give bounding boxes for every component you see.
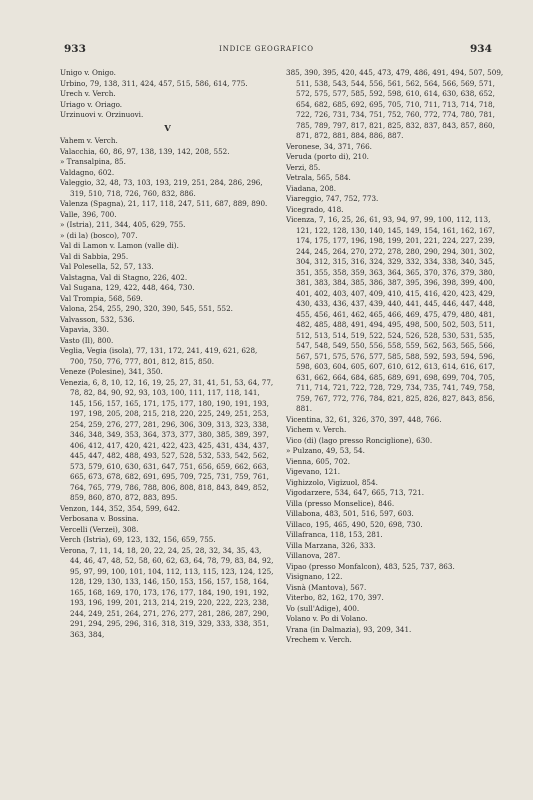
index-entry: Viareggio, 747, 752, 773. xyxy=(286,194,379,203)
index-entry: Venezia, 6, 8, 10, 12, 16, 19, 25, 27, 31, 41, 51, 53, 64, 77, 78, 82, 84, 90, 92, 93, 103, 100, 111, 117, 118, 141, 145, 156, 157, 165, 171, 175, 177, 180, 190, 191, 193, 197, 198, 205, 208, 215, 218, 220, 225, 249, 251, 253, 254, 259, 276, 277, 281, 296, 306, 309, 313, 323, 338, 346, 348, 349, 353, 364, 373, 377, 380, 385, 389, 397, 406, 412, 417, 420, 421, 422, 423, 425, 431, 434, 437, 445, 447, 482, 488, 493, 527, 528, 532, 533, 542, 562, 573, 579, 610, 630, 631, 647, 751, 656, 659, 662, 663, 665, 673, 678, 682, 691, 695, 709, 725, 731, 759, 761, 764, 765, 779, 786, 788, 806, 808, 818, 843, 849, 852, 859, 860, 870, 872, 883, 895. xyxy=(60,377,274,502)
index-entry: Val Polesella, 52, 57, 133. xyxy=(60,262,154,271)
index-entry: » (di la) (bosco), 707. xyxy=(60,230,138,240)
left-index-column xyxy=(60,68,275,640)
index-entry: Vapavia, 330. xyxy=(60,325,109,334)
index-entry: Villanova, 287. xyxy=(286,551,341,560)
index-entry: Verch (Istria), 69, 123, 132, 156, 659, 755. xyxy=(60,535,216,544)
index-entry: Unigo v. Onigo. xyxy=(60,68,116,77)
index-entry: 385, 390, 395, 420, 445, 473, 479, 486, 491, 494, 507, 509, 511, 538, 543, 544, 556, 561, 562, 564, 566, 569, 571, 572, 575, 577, 585, 592, 598, 610, 614, 630, 638, 652, 654, 682, 685, 692, 695, 705, 710, 711, 713, 714, 718, 722, 726, 731, 734, 751, 752, 760, 772, 774, 780, 781, 785, 789, 797, 817, 821, 825, 832, 837, 843, 857, 860, 871, 872, 881, 884, 886, 887. xyxy=(286,68,504,140)
index-entry: Vicentina, 32, 61, 326, 370, 397, 448, 766. xyxy=(286,414,442,424)
index-entry: Valstagna, Val di Stagno, 226, 402. xyxy=(60,272,188,282)
index-entry: » Pulzano, 49, 53, 54. xyxy=(286,446,365,455)
index-entry: » (Istria), 211, 344, 405, 629, 755. xyxy=(60,220,186,229)
index-entry: Visignano, 122. xyxy=(286,572,343,581)
index-entry: Villabona, 483, 501, 516, 597, 603. xyxy=(286,509,414,518)
index-entry: Veronese, 34, 371, 766. xyxy=(286,141,372,151)
index-entry: Vicenza, 7, 16, 25, 26, 61, 93, 94, 97, 99, 100, 112, 113, 121, 122, 128, 130, 140, 145, 149, 154, 161, 162, 167, 174, 175, 177, 196, 198, 199, 201, 221, 224, 227, 239, 244, 245, 264, 270, 272, 278, 280, 290, 294, 301, 302, 304, 312, 315, 316, 324, 329, 332, 334, 338, 340, 345, 351, 355, 358, 359, 363, 364, 365, 370, 376, 379, 380, 381, 383, 384, 385, 386, 387, 395, 396, 398, 399, 400, 401, 402, 403, 407, 409, 410, 415, 416, 420, 423, 429, 430, 433, 436, 437, 439, 440, 441, 445, 446, 447, 448, 455, 456, 461, 462, 465, 466, 469, 475, 479, 480, 481, 482, 485, 488, 491, 494, 495, 498, 500, 502, 503, 511, 512, 513, 514, 519, 522, 524, 526, 528, 530, 531, 535, 547, 548, 549, 550, 556, 558, 559, 562, 563, 565, 566, 567, 571, 575, 576, 577, 585, 588, 592, 593, 594, 596, 598, 603, 604, 605, 607, 610, 612, 613, 614, 616, 617, 631, 662, 664, 684, 685, 689, 691, 698, 699, 704, 705, 711, 714, 721, 722, 728, 729, 734, 735, 741, 749, 758, 759, 767, 772, 776, 784, 821, 825, 826, 827, 843, 856, 881. xyxy=(286,215,495,413)
section-letter: V xyxy=(164,123,171,134)
index-entry: Val di Lamon v. Lamon (valle di). xyxy=(60,241,179,250)
index-entry: Vighizzolo, Vigizuol, 854. xyxy=(286,477,378,487)
right-index-column xyxy=(286,68,504,646)
index-entry: Vico (di) (lago presso Ronciglione), 630. xyxy=(286,435,433,445)
index-entry: Urech v. Verch. xyxy=(60,89,116,98)
index-entry: Vrana (in Dalmazia), 93, 209, 341. xyxy=(286,624,412,634)
index-entry: Valona, 254, 255, 290, 320, 390, 545, 551, 552. xyxy=(60,304,233,313)
index-entry: Vercelli (Verzei), 308. xyxy=(60,524,139,534)
index-entry: Vahem v. Verch. xyxy=(60,136,118,145)
index-entry: Verona, 7, 11, 14, 18, 20, 22, 24, 25, 28, 32, 34, 35, 43, 44, 46, 47, 48, 52, 58, 60, 62, 63, 64, 78, 79, 83, 84, 92, 95, 97, 99, 100, 101, 104, 112, 113, 115, 123, 124, 125, 128, 129, 130, 133, 146, 150, 153, 156, 157, 158, 164, 165, 168, 169, 170, 173, 176, 177, 184, 190, 191, 192, 193, 196, 199, 201, 213, 214, 219, 220, 222, 223, 238, 244, 249, 251, 264, 271, 276, 277, 281, 286, 287, 290, 291, 294, 295, 296, 316, 318, 319, 329, 333, 338, 351, 363, 384, xyxy=(60,545,274,639)
left-page-number: 933 xyxy=(64,43,86,55)
index-entry: Vo (sull'Adige), 400. xyxy=(286,603,360,613)
index-entry: Vicegrado, 418. xyxy=(286,204,344,214)
index-entry: » Transalpina, 85. xyxy=(60,157,126,166)
index-entry: Urzinuovi v. Orzinuovi. xyxy=(60,110,144,119)
index-entry: Valeggio, 32, 48, 73, 103, 193, 219, 251, 284, 286, 296, 319, 510, 718, 726, 760, 832, 886. xyxy=(60,178,263,198)
index-entry: Villa (presso Monselice), 846. xyxy=(286,498,395,508)
running-title: INDICE GEOGRAFICO xyxy=(219,45,314,53)
index-entry: Valle, 396, 700. xyxy=(60,209,117,219)
index-entry: Vienna, 605, 702. xyxy=(286,456,351,466)
page-header xyxy=(0,43,533,59)
index-entry: Verbosana v. Bossina. xyxy=(60,514,139,523)
index-entry: Uriago v. Oriago. xyxy=(60,99,123,109)
index-entry: Viterbo, 82, 162, 170, 397. xyxy=(286,593,384,602)
index-entry: Val di Sabbia, 295. xyxy=(60,251,129,261)
index-entry: Villa Marzana, 326, 333. xyxy=(286,540,376,550)
index-entry: Verzi, 85. xyxy=(286,162,321,172)
index-entry: Veneze (Polesine), 341, 350. xyxy=(60,367,163,376)
index-entry: Urbino, 79, 138, 311, 424, 457, 515, 586, 614, 775. xyxy=(60,78,248,88)
index-entry: Valvasson, 532, 536. xyxy=(60,314,135,324)
index-entry: Villaco, 195, 465, 490, 520, 698, 730. xyxy=(286,519,423,529)
index-entry: Villafranca, 118, 153, 281. xyxy=(286,530,383,539)
index-entry: Vipao (presso Monfalcon), 483, 525, 737, 863. xyxy=(286,561,455,571)
index-entry: Volano v. Po di Volano. xyxy=(286,614,368,623)
index-entry: Valenza (Spagna), 21, 117, 118, 247, 511, 687, 889, 890. xyxy=(60,199,268,208)
index-entry: Visnà (Mantova), 567. xyxy=(286,582,367,592)
index-entry: Veruda (porto di), 210. xyxy=(286,152,369,161)
index-entry: Vetrala, 565, 584. xyxy=(286,173,351,182)
index-entry: Vrechem v. Verch. xyxy=(286,635,352,644)
index-entry: Vigodarzere, 534, 647, 665, 713, 721. xyxy=(286,488,425,497)
index-entry: Veglia, Vegia (isola), 77, 131, 172, 241, 419, 621, 628, 700, 750, 776, 777, 801, 812, 815, 850. xyxy=(60,346,258,366)
index-entry: Vigevano, 121. xyxy=(286,467,341,476)
index-entry: Val Trompia, 568, 569. xyxy=(60,293,143,303)
right-page-number: 934 xyxy=(470,43,492,55)
index-entry: Vasto (Il), 800. xyxy=(60,335,114,345)
index-entry: Val Sugana, 129, 422, 448, 464, 730. xyxy=(60,283,195,292)
index-entry: Venzon, 144, 352, 354, 599, 642. xyxy=(60,503,180,513)
index-entry: Viadana, 208. xyxy=(286,183,337,193)
index-entry: Valacchia, 60, 86, 97, 138, 139, 142, 208, 552. xyxy=(60,146,230,156)
index-entry: Valdagno, 602. xyxy=(60,167,115,177)
index-entry: Vichem v. Verch. xyxy=(286,425,347,434)
